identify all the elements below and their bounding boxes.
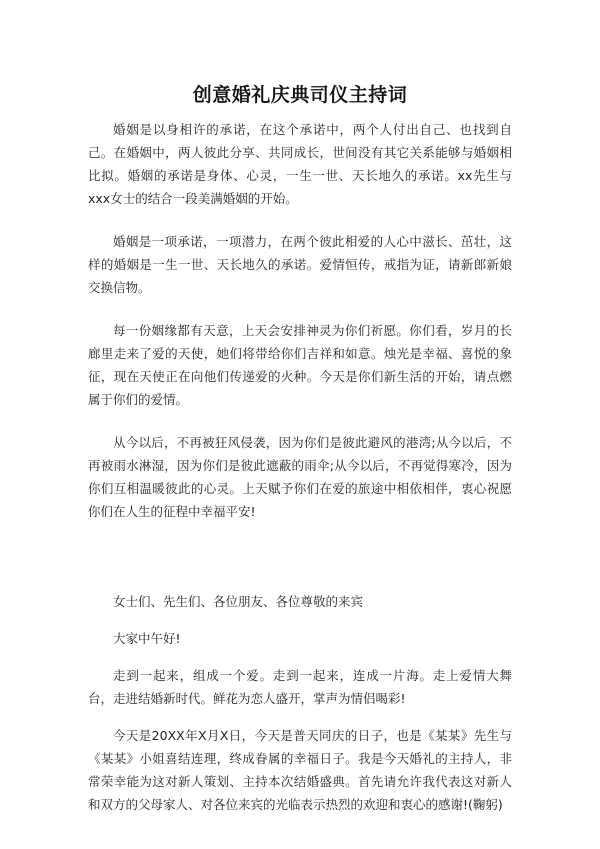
document-title: 创意婚礼庆典司仪主持词 — [192, 84, 408, 106]
paragraph-marriage-promise: 婚姻是以身相许的承诺，在这个承诺中，两个人付出自己、也找到自己。在婚姻中，两人彼此分享、共同成长，世间没有其它关系能够与婚姻相比拟。婚姻的承诺是身体、心灵，一生一世、天长地久的承诺。xx先生与xxx女士的结合一段美满婚姻的开始。 — [88, 122, 512, 206]
paragraph-candle-lighting: 每一份姻缘都有天意，上天会安排神灵为你们祈愿。你们看，岁月的长廊里走来了爱的天使，她们将带给你们吉祥和如意。烛光是幸福、喜悦的象征，现在天使正在向他们传递爱的火种。今天是你们新生活的开始，请点燃属于你们的爱情。 — [88, 323, 512, 407]
paragraph-opening-verse: 走到一起来，组成一个爱。走到一起来，连成一片海。走上爱情大舞台，走进结婚新时代。鲜花为恋人盛开，掌声为情侣喝彩! — [88, 668, 512, 706]
paragraph-good-noon: 大家中午好! — [113, 631, 181, 646]
paragraph-host-introduction: 今天是20XX年X月X日，今天是普天同庆的日子，也是《某某》先生与《某某》小姐喜结连理，终成眷属的幸福日子。我是今天婚礼的主持人，非常荣幸能为这对新人策划、主持本次结婚盛典。首先请允许我代表这对新人和双方的父母家人、对各位来宾的光临表示热烈的欢迎和衷心的感谢!(鞠躬) — [88, 728, 512, 812]
paragraph-blessing: 从今以后，不再被狂风侵袭，因为你们是彼此避风的港湾;从今以后，不再被雨水淋湿，因为你们是彼此遮蔽的雨伞;从今以后，不再觉得寒冷，因为你们互相温暖彼此的心灵。上天赋予你们在爱的旅途中相依相伴，衷心祝愿你们在人生的征程中幸福平安! — [88, 435, 512, 519]
paragraph-greeting-guests: 女士们、先生们、各位朋友、各位尊敬的来宾 — [113, 594, 364, 609]
paragraph-ring-exchange: 婚姻是一项承诺，一项潜力，在两个彼此相爱的人心中滋长、茁壮，这样的婚姻是一生一世、天长地久的承诺。爱情恒传，戒指为证，请新郎新娘交换信物。 — [88, 234, 512, 295]
document-body — [88, 118, 512, 816]
